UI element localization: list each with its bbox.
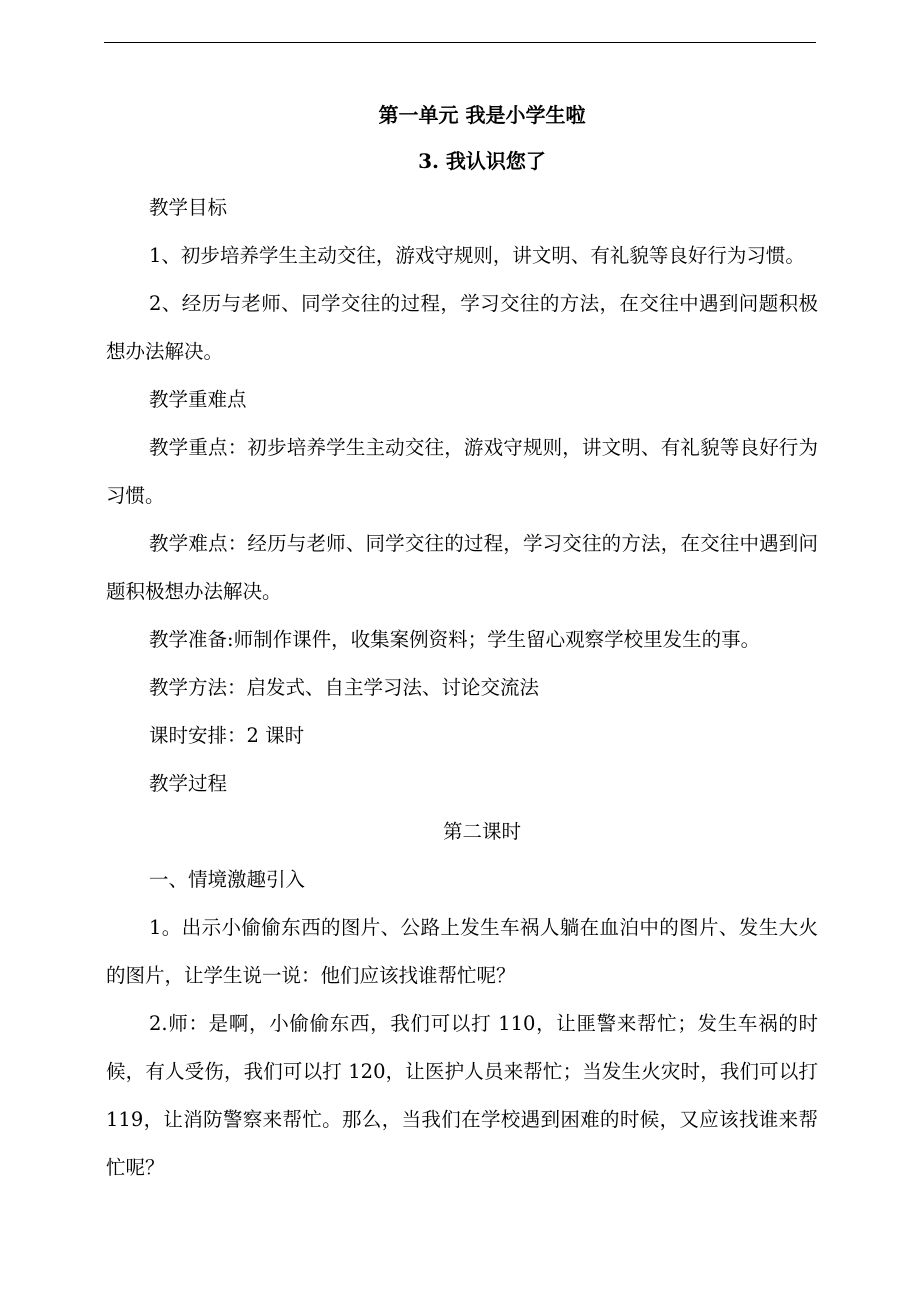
header-rule [104, 42, 816, 43]
step-1-item-1: 1。出示小偷偷东西的图片、公路上发生车祸人躺在血泊中的图片、发生大火的图片，让学生说一说：他们应该找谁帮忙呢？ [106, 916, 818, 987]
goal-2: 2、经历与老师、同学交往的过程，学习交往的方法，在交往中遇到问题积极想办法解决。 [106, 292, 818, 363]
schedule: 课时安排：2 课时 [149, 724, 305, 747]
key-points-heading: 教学重难点 [149, 388, 247, 411]
step-1-heading: 一、情境激趣引入 [149, 868, 306, 891]
step-1-item-2: 2.师：是啊，小偷偷东西，我们可以打 110，让匪警来帮忙；发生车祸的时候，有人受伤，我们可以打 120，让医护人员来帮忙；当发生火灾时，我们可以打 119，让消防警察来帮忙。那么，当我们在学校遇到困难的时候，又应该找谁来帮忙呢？ [106, 1012, 818, 1179]
difficult-point: 教学难点：经历与老师、同学交往的过程，学习交往的方法，在交往中遇到问题积极想办法解决。 [106, 532, 818, 603]
method: 教学方法：启发式、自主学习法、讨论交流法 [149, 676, 540, 699]
unit-title: 第一单元 我是小学生啦 [378, 103, 586, 127]
key-point: 教学重点：初步培养学生主动交往，游戏守规则，讲文明、有礼貌等良好行为习惯。 [106, 436, 818, 507]
preparation: 教学准备:师制作课件，收集案例资料；学生留心观察学校里发生的事。 [149, 628, 761, 651]
process-heading: 教学过程 [149, 772, 228, 795]
document-page [106, 92, 818, 1192]
goals-heading: 教学目标 [149, 196, 228, 219]
goal-1: 1、初步培养学生主动交往，游戏守规则，讲文明、有礼貌等良好行为习惯。 [149, 244, 805, 267]
lesson-title: 3. 我认识您了 [418, 149, 546, 173]
period-title: 第二课时 [442, 820, 521, 843]
